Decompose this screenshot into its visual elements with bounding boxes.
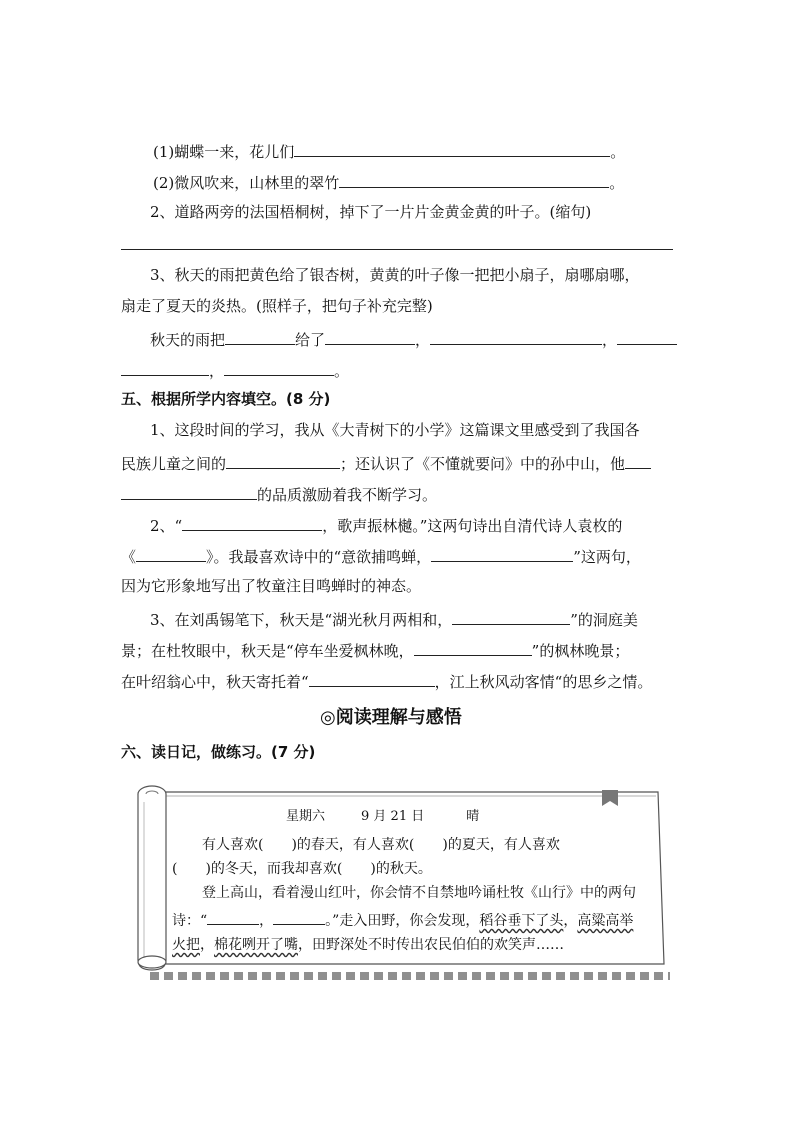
wavy-phrase: 高粱高举 <box>577 913 634 929</box>
q4-item1b <box>153 171 624 193</box>
text: 3、在刘禹锡笔下，秋天是“湖光秋月两相和， <box>150 611 453 629</box>
diary-line5 <box>172 936 564 954</box>
diary-line3: 登上高山，看着漫山红叶，你会情不自禁地吟诵杜牧《山行》中的两句 <box>202 885 636 901</box>
answer-blank[interactable] <box>136 545 206 562</box>
diary-line1: 有人喜欢( )的春天，有人喜欢( )的夏天，有人喜欢 <box>202 837 560 853</box>
diary-header <box>286 808 479 826</box>
text: ， <box>563 913 578 929</box>
punct: ， <box>209 362 225 380</box>
text: ”的洞庭美 <box>570 611 638 629</box>
answer-blank[interactable] <box>121 359 209 376</box>
q4-item3-line1: 3、秋天的雨把黄色给了银杏树，黄黄的叶子像一把把小扇子，扇哪扇哪， <box>150 266 640 284</box>
text: ”的枫林晚景； <box>531 642 630 660</box>
answer-blank[interactable] <box>625 452 651 469</box>
answer-blank[interactable] <box>294 140 610 157</box>
diary-weekday: 星期六 <box>286 809 326 824</box>
fill-label: 秋天的雨把 <box>150 331 226 349</box>
diary-line2: ( )的冬天，而我却喜欢( )的秋天。 <box>172 861 432 877</box>
section-heading: ◎阅读理解与感悟 <box>320 707 462 728</box>
answer-blank[interactable] <box>225 328 295 345</box>
q4-item1a <box>153 140 625 162</box>
answer-blank[interactable] <box>414 639 532 656</box>
text: ， <box>259 913 274 929</box>
wavy-phrase: 棉花咧开了嘴 <box>214 937 298 953</box>
answer-blank[interactable] <box>339 171 609 188</box>
q5-p2-l2 <box>121 545 641 567</box>
diary-scroll <box>130 782 670 972</box>
answer-blank[interactable] <box>617 328 677 345</box>
text: 《 <box>121 548 137 566</box>
answer-blank[interactable] <box>452 608 570 625</box>
answer-blank[interactable] <box>224 359 334 376</box>
punct: ， <box>415 331 431 349</box>
q5-p1-l2 <box>121 452 651 474</box>
q4-item2: 2、道路两旁的法国梧桐树，掉下了一片片金黄金黄的叶子。(缩句) <box>150 203 592 221</box>
answer-blank[interactable] <box>325 328 415 345</box>
q4-item3-line2: 扇走了夏天的炎热。(照样子，把句子补充完整) <box>121 297 433 315</box>
q4-item3-fill1 <box>150 328 677 350</box>
diary-line4 <box>172 910 633 930</box>
bookmark-icon <box>602 790 618 806</box>
punct: ， <box>602 331 618 349</box>
text: ， <box>200 937 214 953</box>
answer-blank[interactable] <box>121 483 257 500</box>
text: 民族儿童之间的 <box>121 455 227 473</box>
text: ”这两句， <box>573 548 641 566</box>
punct: 。 <box>609 174 625 192</box>
text: 景；在杜牧眼中，秋天是“停车坐爱枫林晚， <box>121 642 414 660</box>
q5-p2-l1 <box>150 514 622 536</box>
answer-blank[interactable] <box>430 328 602 345</box>
q5-title: 五、根据所学内容填空。(8 分) <box>121 390 331 408</box>
fill-label: 给了 <box>295 331 326 349</box>
punct: 。 <box>334 362 350 380</box>
q5-p2-l3: 因为它形象地写出了牧童注目鸣蝉时的神态。 <box>121 577 422 595</box>
answer-blank[interactable] <box>309 670 435 687</box>
text: 。”走入田野，你会发现， <box>325 913 480 929</box>
answer-blank[interactable] <box>431 545 573 562</box>
q6-title: 六、读日记，做练习。(7 分) <box>121 743 316 761</box>
q5-p3-l3 <box>121 670 652 692</box>
text: ，歌声振林樾。”这两句诗出自清代诗人袁枚的 <box>322 517 623 535</box>
wavy-phrase: 火把 <box>172 937 200 953</box>
q5-p1-l3 <box>121 483 437 505</box>
wavy-phrase: 稻谷垂下了头 <box>479 913 564 929</box>
answer-blank[interactable] <box>207 910 259 925</box>
text: 诗：“ <box>172 913 208 929</box>
text: ，田野深处不时传出农民伯伯的欢笑声…… <box>298 937 564 953</box>
q5-p3-l1 <box>150 608 638 630</box>
text: 2、“ <box>150 517 183 535</box>
text: ；还认识了《不懂就要问》中的孙中山，他 <box>340 455 626 473</box>
q4-item1b-label: (2)微风吹来，山林里的翠竹 <box>153 174 340 192</box>
q4-item3-fill2 <box>121 359 349 381</box>
q4-item1a-label: (1)蝴蝶一来，花儿们 <box>153 143 295 161</box>
answer-blank[interactable] <box>226 452 340 469</box>
text: 在叶绍翁心中，秋天寄托着“ <box>121 673 309 691</box>
answer-line[interactable] <box>121 249 673 250</box>
punct: 。 <box>610 143 626 161</box>
text: 》。我最喜欢诗中的“意欲捕鸣蝉， <box>206 548 432 566</box>
text: 的品质激励着我不断学习。 <box>257 486 438 504</box>
cut-off-text-row <box>150 972 670 980</box>
q5-p3-l2 <box>121 639 629 661</box>
q5-p1-l1: 1、这段时间的学习，我从《大青树下的小学》这篇课文里感受到了我国各 <box>150 421 640 439</box>
text: ，江上秋风动客情“的思乡之情。 <box>434 673 653 691</box>
answer-blank[interactable] <box>182 514 322 531</box>
diary-weather: 晴 <box>466 809 480 824</box>
answer-blank[interactable] <box>273 910 325 925</box>
diary-date: 9 月 21 日 <box>361 809 425 824</box>
